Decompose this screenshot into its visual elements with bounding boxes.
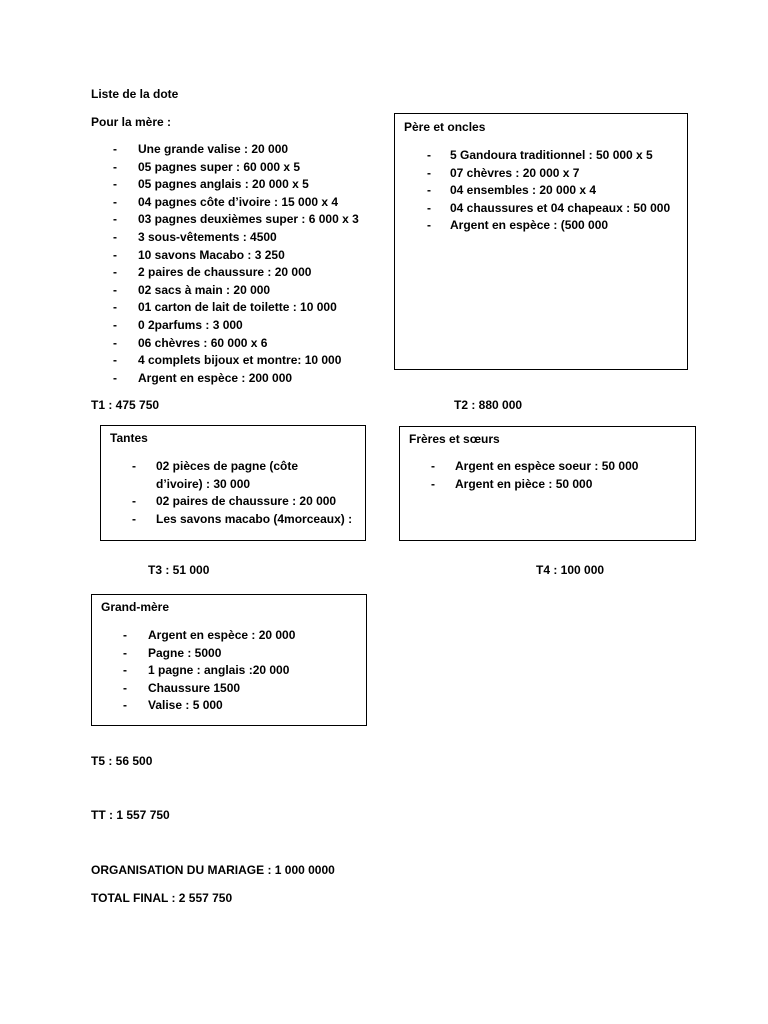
total-t5: T5 : 56 500 — [91, 754, 153, 768]
mere-list — [90, 141, 359, 387]
list-item: - 1 pagne : anglais :20 000 — [100, 662, 295, 680]
list-item: - 5 Gandoura traditionnel : 50 000 x 5 — [404, 147, 670, 165]
mere-heading: Pour la mère : — [91, 115, 172, 129]
freres-heading: Frères et sœurs — [409, 432, 500, 446]
grandmere-heading: Grand-mère — [101, 600, 170, 614]
total-t4: T4 : 100 000 — [536, 563, 605, 577]
grandmere-box — [91, 594, 367, 726]
list-item: - Argent en espèce : 20 000 — [100, 627, 295, 645]
total-t1: T1 : 475 750 — [91, 398, 160, 412]
list-item: - 04 pagnes côte d’ivoire : 15 000 x 4 — [90, 194, 359, 212]
tantes-box — [100, 425, 366, 541]
list-item: - 04 chaussures et 04 chapeaux : 50 000 — [404, 200, 670, 218]
list-item: - 05 pagnes super : 60 000 x 5 — [90, 159, 359, 177]
list-item: - 02 pièces de pagne (côte — [109, 458, 352, 476]
list-item: - 01 carton de lait de toilette : 10 000 — [90, 299, 359, 317]
list-item: - 06 chèvres : 60 000 x 6 — [90, 335, 359, 353]
list-item: - Pagne : 5000 — [100, 645, 295, 663]
document-title: Liste de la dote — [91, 87, 179, 101]
list-item: - 05 pagnes anglais : 20 000 x 5 — [90, 176, 359, 194]
total-tt: TT : 1 557 750 — [91, 808, 170, 822]
list-item: - Argent en espèce : (500 000 — [404, 217, 670, 235]
list-item: - 0 2parfums : 3 000 — [90, 317, 359, 335]
list-item: - Les savons macabo (4morceaux) : — [109, 511, 352, 529]
list-item: - 07 chèvres : 20 000 x 7 — [404, 165, 670, 183]
pere-heading: Père et oncles — [404, 120, 486, 134]
grandmere-list — [100, 627, 295, 715]
tantes-heading: Tantes — [110, 431, 148, 445]
total-final: TOTAL FINAL : 2 557 750 — [91, 891, 233, 905]
list-item: - Argent en pièce : 50 000 — [408, 476, 638, 494]
list-item: - 10 savons Macabo : 3 250 — [90, 247, 359, 265]
list-item: - 4 complets bijoux et montre: 10 000 — [90, 352, 359, 370]
list-item: - 02 sacs à main : 20 000 — [90, 282, 359, 300]
tantes-list — [109, 458, 352, 528]
total-t2: T2 : 880 000 — [454, 398, 523, 412]
list-item: - Argent en espèce soeur : 50 000 — [408, 458, 638, 476]
list-item: - Valise : 5 000 — [100, 697, 295, 715]
list-item-continuation: d’ivoire) : 30 000 — [156, 476, 251, 491]
list-item: - 2 paires de chaussure : 20 000 — [90, 264, 359, 282]
organisation-mariage: ORGANISATION DU MARIAGE : 1 000 0000 — [91, 863, 335, 877]
list-item: - 03 pagnes deuxièmes super : 6 000 x 3 — [90, 211, 359, 229]
pere-box — [394, 113, 688, 370]
list-item: - Argent en espèce : 200 000 — [90, 370, 359, 388]
list-item: - 04 ensembles : 20 000 x 4 — [404, 182, 670, 200]
list-item: - Une grande valise : 20 000 — [90, 141, 359, 159]
list-item: - 3 sous-vêtements : 4500 — [90, 229, 359, 247]
total-t3: T3 : 51 000 — [148, 563, 210, 577]
list-item: - 02 paires de chaussure : 20 000 — [109, 493, 352, 511]
freres-box — [399, 426, 696, 541]
list-item: - Chaussure 1500 — [100, 680, 295, 698]
pere-list — [404, 147, 670, 235]
freres-list — [408, 458, 638, 493]
